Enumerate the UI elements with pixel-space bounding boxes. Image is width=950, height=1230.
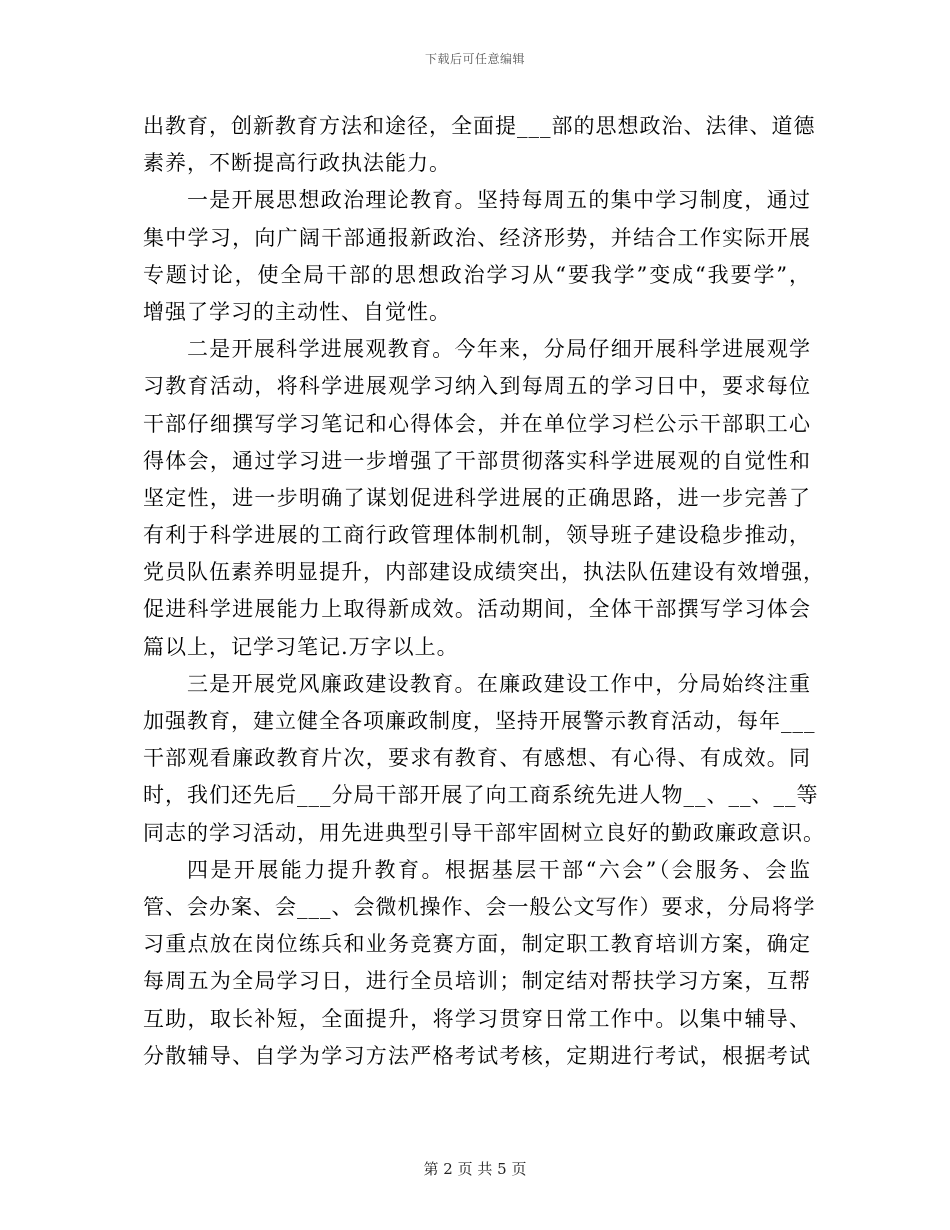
text-line: 党员队伍素养明显提升，内部建设成绩突出，执法队伍建设有效增强， <box>143 560 825 585</box>
text-line: 分散辅导、自学为学习方法严格考试考核，定期进行考试，根据考试 <box>143 1043 811 1068</box>
text-line: 篇以上，记学习笔记.万字以上。 <box>143 634 459 659</box>
text-line: 专题讨论，使全局干部的思想政治学习从“要我学”变成“我要学”， <box>143 262 811 287</box>
paragraph-first-line: 二是开展科学进展观教育。今年来，分局仔细开展科学进展观学 <box>187 337 811 362</box>
text-line: 促进科学进展能力上取得新成效。活动期间，全体干部撰写学习体会 <box>143 597 811 622</box>
text-line: 同志的学习活动，用先进典型引导干部牢固树立良好的勤政廉政意识。 <box>143 820 825 845</box>
text-line: 增强了学习的主动性、自觉性。 <box>143 299 451 324</box>
text-line: 出教育，创新教育方法和途径，全面提___部的思想政治、法律、道德 <box>143 114 816 138</box>
text-line: 习重点放在岗位练兵和业务竞赛方面，制定职工教育培训方案，确定 <box>143 932 811 957</box>
text-line: 有利于科学进展的工商行政管理体制机制，领导班子建设稳步推动， <box>143 523 811 548</box>
text-line: 管、会办案、会___、会微机操作、会一般公文写作）要求，分局将学 <box>143 894 816 919</box>
text-line: 互助，取长补短，全面提升，将学习贯穿日常工作中。以集中辅导、 <box>143 1006 811 1031</box>
paragraph-first-line: 三是开展党风廉政建设教育。在廉政建设工作中，分局始终注重 <box>187 671 811 696</box>
header-note: 下载后可任意编辑 <box>424 52 525 66</box>
text-line: 每周五为全局学习日，进行全员培训；制定结对帮扶学习方案，互帮 <box>143 969 811 994</box>
text-line: 干部观看廉政教育片次，要求有教育、有感想、有心得、有成效。同 <box>143 746 811 771</box>
text-line: 习教育活动，将科学进展观学习纳入到每周五的学习日中，要求每位 <box>143 374 811 399</box>
page-number: 第 2 页 共 5 页 <box>423 1160 527 1178</box>
text-line: 集中学习，向广阔干部通报新政治、经济形势，并结合工作实际开展 <box>143 225 811 250</box>
text-line: 素养，不断提高行政执法能力。 <box>143 151 451 176</box>
paragraph-first-line: 四是开展能力提升教育。根据基层干部“六会”（会服务、会监 <box>187 857 811 882</box>
text-line: 得体会，通过学习进一步增强了干部贯彻落实科学进展观的自觉性和 <box>143 448 811 473</box>
document-body <box>143 108 825 1075</box>
text-line: 干部仔细撰写学习笔记和心得体会，并在单位学习栏公示干部职工心 <box>143 411 811 436</box>
text-line: 坚定性，进一步明确了谋划促进科学进展的正确思路，进一步完善了 <box>143 485 811 510</box>
text-line: 加强教育，建立健全各项廉政制度，坚持开展警示教育活动，每年___ <box>143 709 816 733</box>
text-line: 时，我们还先后___分局干部开展了向工商系统先进人物__、__、__等 <box>143 783 819 808</box>
paragraph-first-line: 一是开展思想政治理论教育。坚持每周五的集中学习制度，通过 <box>187 188 811 213</box>
